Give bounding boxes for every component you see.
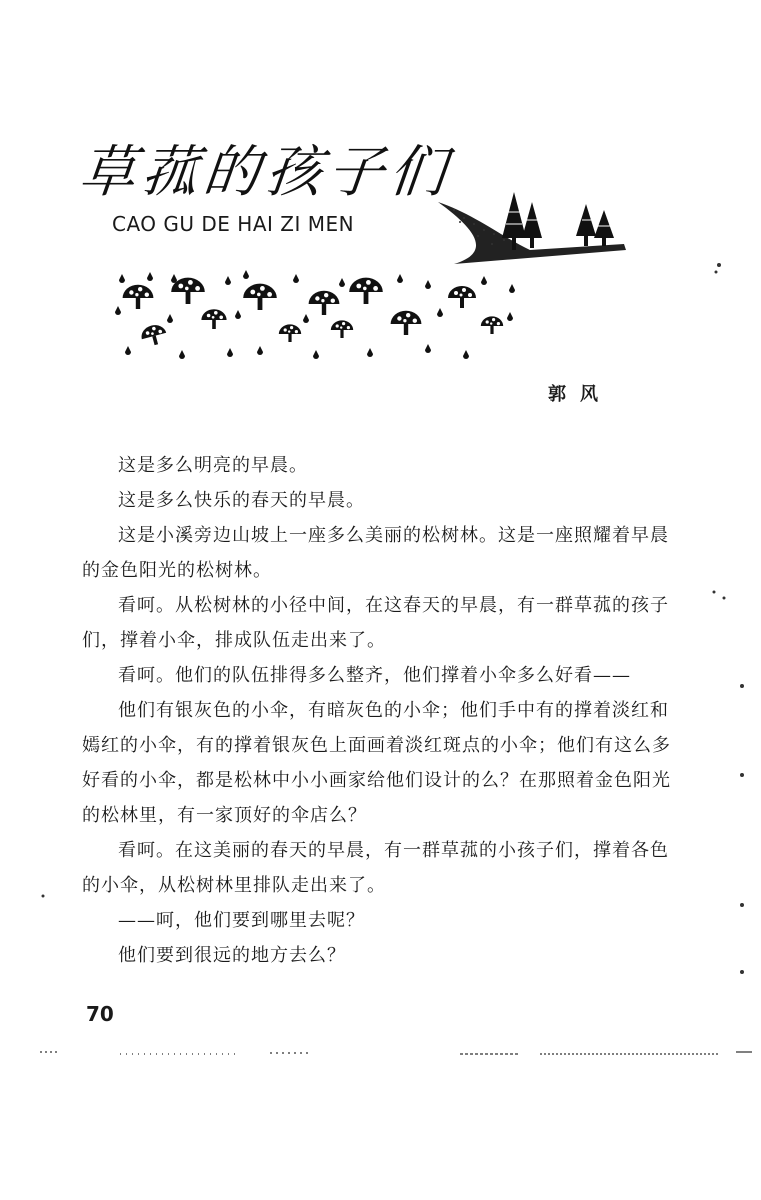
title-pinyin: CAO GU DE HAI ZI MEN	[112, 212, 355, 236]
paragraph: 他们有银灰色的小伞，有暗灰色的小伞；他们手中有的撑着淡红和嫣红的小伞，有的撑着银灰色上面画着淡红斑点的小伞；他们有这么多好看的小伞，都是松林中小小画家给他们设计的么？在那照着金色阳光的松林里，有一家顶好的伞店么？	[82, 700, 671, 826]
paragraph: 他们要到很远的地方去么？	[118, 945, 346, 966]
paragraph: ——呵，他们要到哪里去呢？	[118, 910, 365, 931]
paragraph: 这是小溪旁边山坡上一座多么美丽的松树林。这是一座照耀着早晨的金色阳光的松树林。	[82, 525, 669, 581]
paragraph: 这是多么明亮的早晨。	[118, 455, 308, 476]
paragraph: 看呵。他们的队伍排得多么整齐，他们撑着小伞多么好看——	[118, 665, 631, 686]
paragraph: 看呵。在这美丽的春天的早晨，有一群草菰的小孩子们，撑着各色的小伞，从松树林里排队走出来了。	[82, 840, 669, 896]
paragraph: 这是多么快乐的春天的早晨。	[118, 490, 365, 511]
page-number: 70	[86, 1002, 114, 1026]
paragraph: 看呵。从松树林的小径中间，在这春天的早晨，有一群草菰的孩子们，撑着小伞，排成队伍走出来了。	[82, 595, 669, 651]
title-chinese: 草菰的孩子们	[76, 140, 455, 205]
author-name: 郭风	[548, 384, 612, 405]
